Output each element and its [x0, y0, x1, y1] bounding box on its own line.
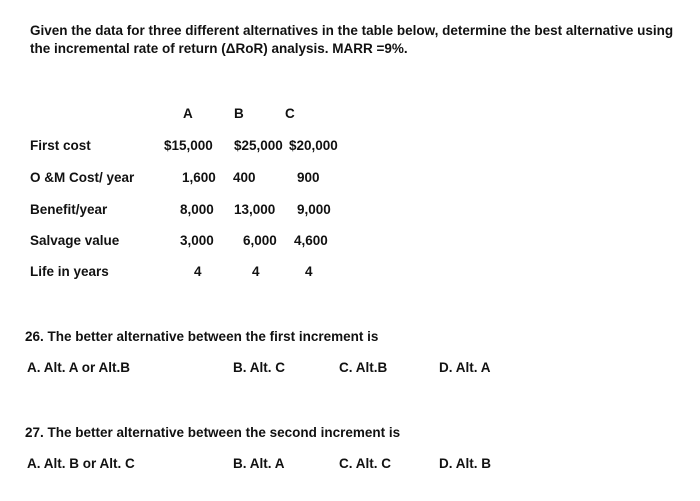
row-label-om-cost: O &M Cost/ year: [30, 170, 135, 185]
cell-om-cost-a: 1,600: [182, 170, 216, 185]
cell-benefit-a: 8,000: [180, 202, 214, 217]
q26-option-c[interactable]: C. Alt.B: [339, 360, 388, 375]
problem-statement: [30, 22, 690, 58]
cell-om-cost-b: 400: [233, 170, 256, 185]
q27-option-d[interactable]: D. Alt. B: [439, 456, 491, 471]
cell-benefit-c: 9,000: [297, 202, 331, 217]
cell-benefit-b: 13,000: [234, 202, 276, 217]
q26-option-a[interactable]: A. Alt. A or Alt.B: [27, 360, 130, 375]
cell-first-cost-b: $25,000: [234, 138, 283, 153]
q26-option-b[interactable]: B. Alt. C: [233, 360, 285, 375]
cell-life-b: 4: [252, 264, 260, 279]
cell-salvage-a: 3,000: [180, 233, 214, 248]
row-label-benefit: Benefit/year: [30, 202, 108, 217]
q27-option-c[interactable]: C. Alt. C: [339, 456, 391, 471]
question-27: 27. The better alternative between the second increment is: [25, 425, 401, 440]
header-b: B: [234, 106, 244, 121]
cell-om-cost-c: 900: [297, 170, 320, 185]
header-a: A: [183, 106, 193, 121]
cell-first-cost-a: $15,000: [164, 138, 213, 153]
q27-option-a[interactable]: A. Alt. B or Alt. C: [27, 456, 135, 471]
cell-life-c: 4: [305, 264, 313, 279]
cell-salvage-b: 6,000: [243, 233, 277, 248]
cell-life-a: 4: [194, 264, 202, 279]
q27-option-b[interactable]: B. Alt. A: [233, 456, 285, 471]
row-label-first-cost: First cost: [30, 138, 91, 153]
cell-salvage-c: 4,600: [294, 233, 328, 248]
q26-option-d[interactable]: D. Alt. A: [439, 360, 491, 375]
question-26: 26. The better alternative between the first increment is: [25, 329, 379, 344]
row-label-salvage: Salvage value: [30, 233, 120, 248]
row-label-life: Life in years: [30, 264, 109, 279]
problem-line-2: the incremental rate of return (ΔRoR) analysis. MARR =9%.: [30, 41, 408, 56]
problem-line-1: Given the data for three different alternatives in the table below, determine the best alternative using: [30, 23, 674, 38]
cell-first-cost-c: $20,000: [289, 138, 338, 153]
header-c: C: [285, 106, 295, 121]
